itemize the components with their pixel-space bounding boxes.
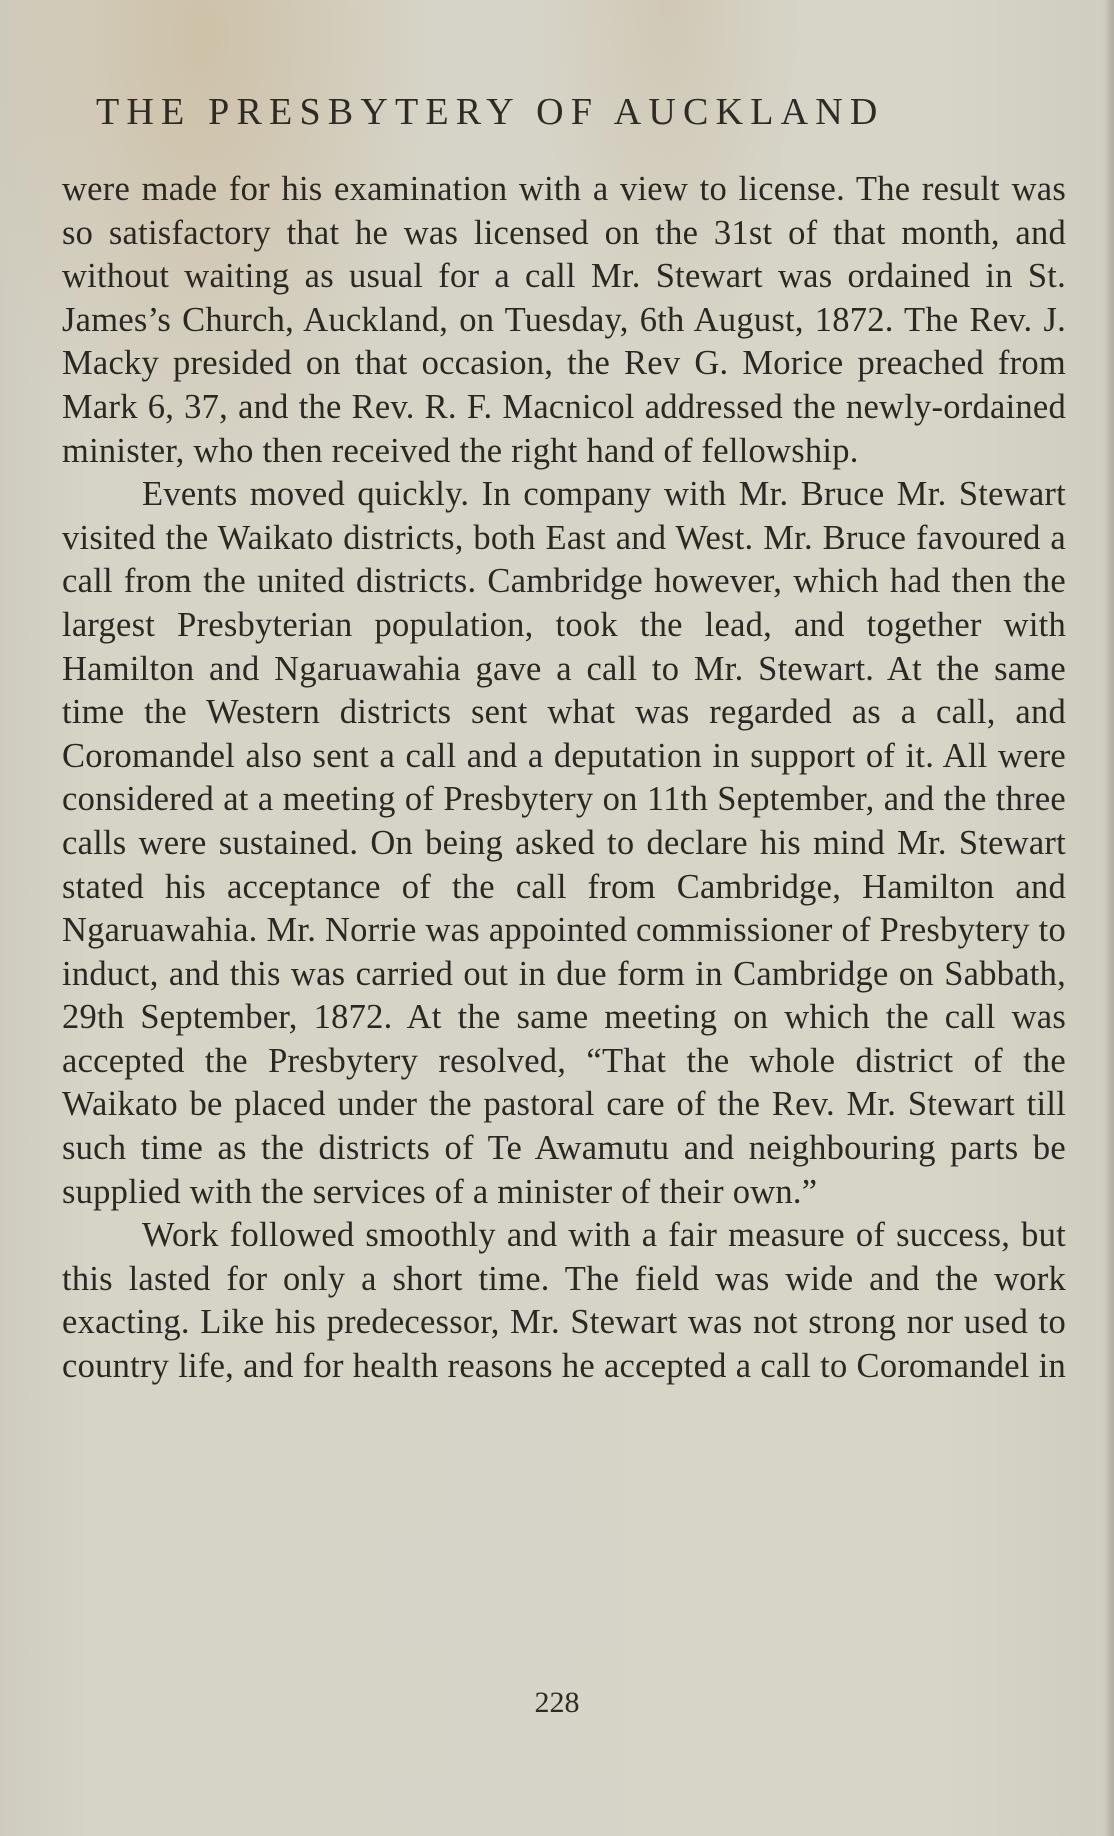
- paragraph: Events moved quickly. In company with Mr. Bruce Mr. Stewart visited the Waikato districts, both East and West. Mr. Bruce favoured a call from the united districts. Cambridge however, which had then the largest Presbyterian population, took the lead, and together with Hamilton and Ngaruawahia gave a call to Mr. Stewart. At the same time the Western districts sent what was regarded as a call, and Coromandel also sent a call and a deputation in support of it. All were considered at a meeting of Presbytery on 11th September, and the three calls were sustained. On being asked to declare his mind Mr. Stewart stated his acceptance of the call from Cambridge, Hamilton and Ngaruawahia. Mr. Norrie was appointed commissioner of Presbytery to induct, and this was carried out in due form in Cambridge on Sabbath, 29th September, 1872. At the same meeting on which the call was accepted the Presbytery resolved, “That the whole district of the Waikato be placed under the pastoral care of the Rev. Mr. Stewart till such time as the districts of Te Awamutu and neighbouring parts be supplied with the services of a minister of their own.”: [62, 475, 1066, 1211]
- page-edge-shadow: [1104, 0, 1114, 1836]
- paragraph: Work followed smoothly and with a fair measure of success, but this lasted for only a short time. The field was wide and the work exacting. Like his predecessor, Mr. Stewart was not strong nor used to country life, and for health reasons he accepted a call to Coromandel in: [62, 1216, 1066, 1386]
- body-text: [62, 168, 1066, 1389]
- paragraph: were made for his examination with a view to license. The result was so satisfactory that he was licensed on the 31st of that month, and without waiting as usual for a call Mr. Stewart was ordained in St. James’s Church, Auckland, on Tuesday, 6th August, 1872. The Rev. J. Macky presided on that occasion, the Rev G. Morice preached from Mark 6, 37, and the Rev. R. F. Macnicol addressed the newly-ordained minister, who then received the right hand of fellowship.: [62, 170, 1066, 470]
- running-head-title: THE PRESBYTERY OF AUCKLAND: [96, 91, 885, 133]
- page-number: 228: [534, 1686, 580, 1719]
